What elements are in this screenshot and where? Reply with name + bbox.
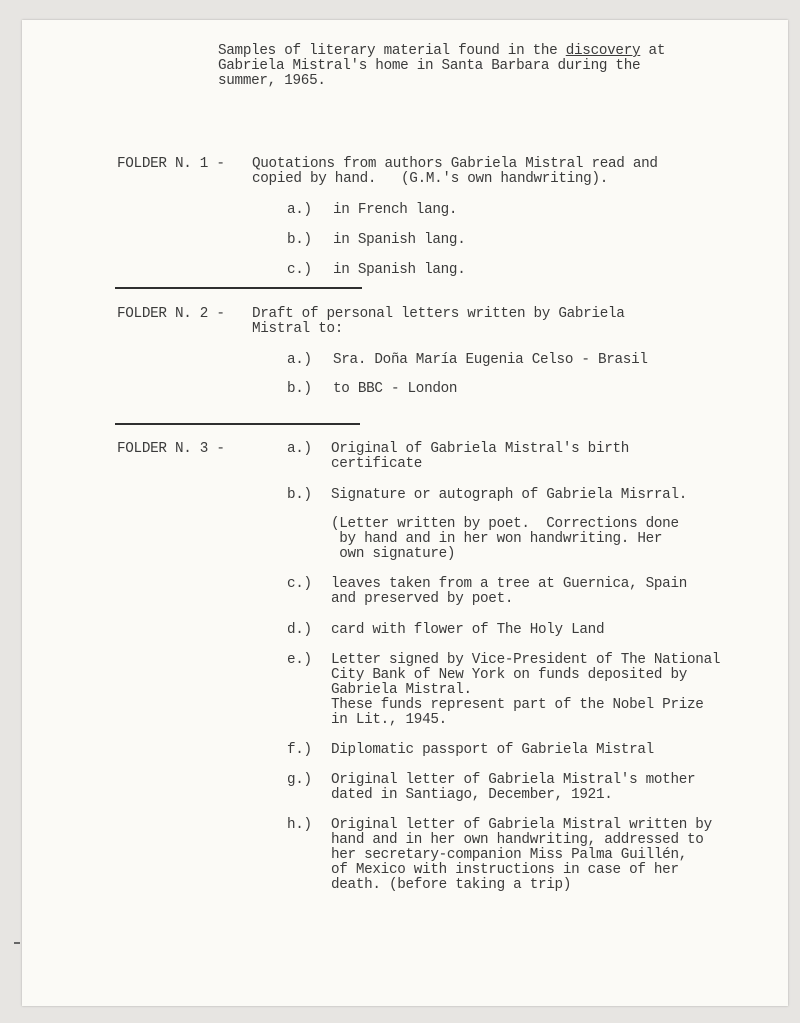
item-text: to BBC - London bbox=[333, 381, 458, 397]
item-marker: b.) bbox=[287, 232, 312, 248]
item-text: These funds represent part of the Nobel Prize bbox=[331, 697, 704, 713]
item-marker: d.) bbox=[287, 622, 312, 638]
item-text: Original of Gabriela Mistral's birth bbox=[331, 441, 630, 457]
item-marker: c.) bbox=[287, 576, 312, 592]
folder-2-label: FOLDER N. 2 - bbox=[117, 306, 225, 322]
item-marker: e.) bbox=[287, 652, 312, 668]
item-text: in Spanish lang. bbox=[333, 262, 466, 278]
item-note: own signature) bbox=[331, 546, 456, 562]
section-divider bbox=[115, 287, 362, 289]
folder-1-desc-line: Quotations from authors Gabriela Mistral read and bbox=[252, 156, 658, 172]
item-marker: a.) bbox=[287, 352, 312, 368]
item-marker: a.) bbox=[287, 202, 312, 218]
item-marker: a.) bbox=[287, 441, 312, 457]
item-text: dated in Santiago, December, 1921. bbox=[331, 787, 613, 803]
folder-1-desc-line: copied by hand. (G.M.'s own handwriting). bbox=[252, 171, 609, 187]
item-text: card with flower of The Holy Land bbox=[331, 622, 605, 638]
folder-1-label: FOLDER N. 1 - bbox=[117, 156, 225, 172]
intro-text: at bbox=[640, 43, 666, 59]
folder-2-desc-line: Draft of personal letters written by Gabriela bbox=[252, 306, 625, 322]
item-note: (Letter written by poet. Corrections done bbox=[331, 516, 679, 532]
item-text: Sra. Doña María Eugenia Celso - Brasil bbox=[333, 352, 648, 368]
item-text: Letter signed by Vice-President of The National bbox=[331, 652, 721, 668]
item-marker: b.) bbox=[287, 381, 312, 397]
item-text: in Spanish lang. bbox=[333, 232, 466, 248]
item-text: Signature or autograph of Gabriela Misrral. bbox=[331, 487, 688, 503]
item-text: her secretary-companion Miss Palma Guillén, bbox=[331, 847, 688, 863]
intro-line-2: Gabriela Mistral's home in Santa Barbara during the bbox=[218, 58, 641, 74]
item-text: in French lang. bbox=[333, 202, 458, 218]
intro-text: Samples of literary material found in the bbox=[218, 43, 566, 59]
item-text: and preserved by poet. bbox=[331, 591, 514, 607]
section-divider bbox=[115, 423, 360, 425]
item-text: in Lit., 1945. bbox=[331, 712, 447, 728]
item-marker: f.) bbox=[287, 742, 312, 758]
folder-2-desc-line: Mistral to: bbox=[252, 321, 344, 337]
underlined-word: discovery bbox=[565, 43, 641, 59]
item-marker: g.) bbox=[287, 772, 312, 788]
item-text: hand and in her own handwriting, addressed to bbox=[331, 832, 704, 848]
item-text: Gabriela Mistral. bbox=[331, 682, 472, 698]
item-text: Original letter of Gabriela Mistral's mother bbox=[331, 772, 696, 788]
intro-line-3: summer, 1965. bbox=[218, 73, 326, 89]
item-marker: h.) bbox=[287, 817, 312, 833]
item-text: Diplomatic passport of Gabriela Mistral bbox=[331, 742, 654, 758]
item-text: certificate bbox=[331, 456, 423, 472]
item-text: Original letter of Gabriela Mistral written by bbox=[331, 817, 712, 833]
item-text: City Bank of New York on funds deposited by bbox=[331, 667, 688, 683]
item-note: by hand and in her won handwriting. Her bbox=[331, 531, 663, 547]
folder-3-label: FOLDER N. 3 - bbox=[117, 441, 225, 457]
item-text: leaves taken from a tree at Guernica, Spain bbox=[331, 576, 688, 592]
margin-mark bbox=[14, 942, 20, 944]
intro-line-1 bbox=[218, 44, 665, 59]
item-marker: b.) bbox=[287, 487, 312, 503]
item-text: death. (before taking a trip) bbox=[331, 877, 572, 893]
item-text: of Mexico with instructions in case of her bbox=[331, 862, 679, 878]
item-marker: c.) bbox=[287, 262, 312, 278]
